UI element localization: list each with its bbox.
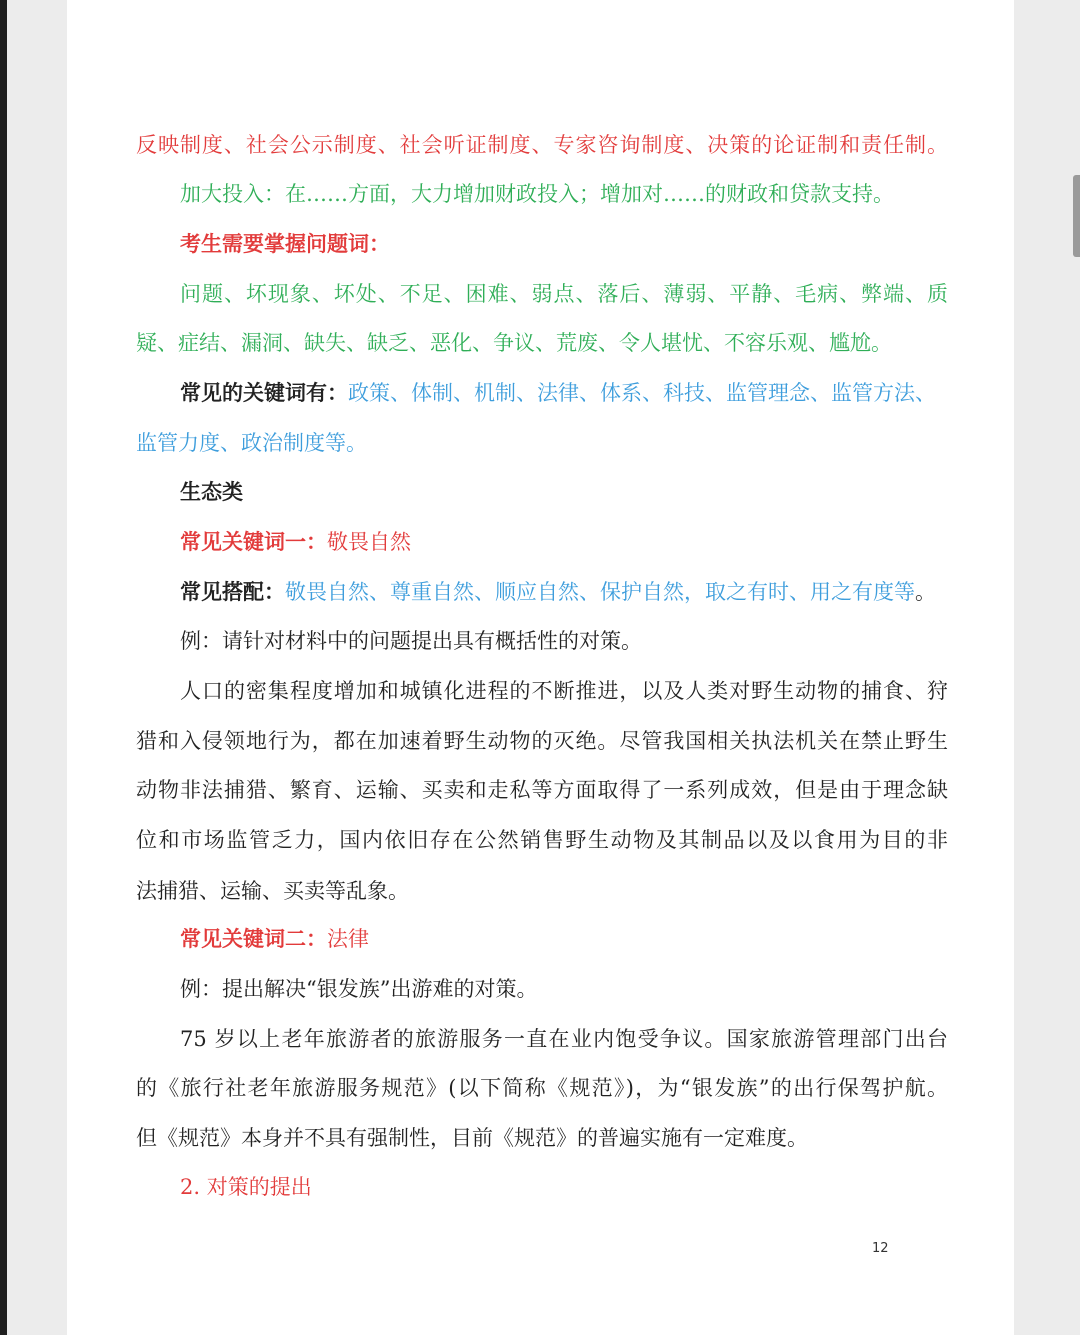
text-line-17	[180, 924, 948, 954]
text-line-19: 75 岁以上老年旅游者的旅游服务一直在业内饱受争议。国家旅游管理部门出台	[180, 1027, 948, 1051]
text-line-10	[180, 577, 948, 607]
text-line-20: 的《旅行社老年旅游服务规范》(以下简称《规范》)，为“银发族”的出行保驾护航。	[136, 1076, 948, 1100]
text-line-22: 2. 对策的提出	[180, 1175, 312, 1199]
text-line-2: 加大投入：在……方面，大力增加财政投入；增加对……的财政和贷款支持。	[180, 182, 894, 206]
text-line-18: 例：提出解决“银发族”出游难的对策。	[180, 977, 538, 1001]
scrollbar-thumb[interactable]	[1073, 175, 1080, 257]
keyword-one-value: 敬畏自然	[327, 530, 411, 554]
keyword-two-value: 法律	[327, 927, 369, 951]
text-line-13: 猎和入侵领地行为，都在加速着野生动物的灭绝。尽管我国相关执法机关在禁止野生	[136, 729, 948, 753]
text-line-11: 例：请针对材料中的问题提出具有概括性的对策。	[180, 629, 642, 653]
text-line-9	[180, 527, 948, 557]
text-line-12: 人口的密集程度增加和城镇化进程的不断推进，以及人类对野生动物的捕食、狩	[180, 679, 948, 703]
text-line-5: 疑、症结、漏洞、缺失、缺乏、恶化、争议、荒废、令人堪忧、不容乐观、尴尬。	[136, 331, 892, 355]
problem-words-heading: 考生需要掌握问题词：	[180, 231, 390, 256]
section-heading-ecology: 生态类	[180, 479, 243, 504]
collocation-end: 。	[915, 580, 936, 604]
text-line-8	[180, 477, 948, 507]
text-line-15: 位和市场监管乏力，国内依旧存在公然销售野生动物及其制品以及以食用为目的非	[136, 828, 948, 852]
collocation-list: 敬畏自然、尊重自然、顺应自然、保护自然，取之有时、用之有度等	[285, 580, 915, 604]
collocation-label: 常见搭配：	[180, 579, 285, 604]
keyword-one-label: 常见关键词一：	[180, 529, 327, 554]
text-line-21: 但《规范》本身并不具有强制性，目前《规范》的普遍实施有一定难度。	[136, 1126, 808, 1150]
text-line-6	[180, 378, 948, 408]
text-line-7: 监管力度、政治制度等。	[136, 431, 367, 455]
page-number: 12	[872, 1241, 889, 1256]
text-line-16: 法捕猎、运输、买卖等乱象。	[136, 879, 409, 903]
text-line-3	[180, 229, 948, 259]
keywords-label: 常见的关键词有：	[180, 380, 348, 405]
text-line-1: 反映制度、社会公示制度、社会听证制度、专家咨询制度、决策的论证制和责任制。	[136, 133, 948, 157]
keyword-two-label: 常见关键词二：	[180, 926, 327, 951]
keywords-list: 政策、体制、机制、法律、体系、科技、监管理念、监管方法、	[348, 381, 936, 405]
text-line-14: 动物非法捕猎、繁育、运输、买卖和走私等方面取得了一系列成效，但是由于理念缺	[136, 778, 948, 802]
text-line-4: 问题、坏现象、坏处、不足、困难、弱点、落后、薄弱、平静、毛病、弊端、质	[180, 282, 948, 306]
left-edge-bar	[0, 0, 7, 1335]
